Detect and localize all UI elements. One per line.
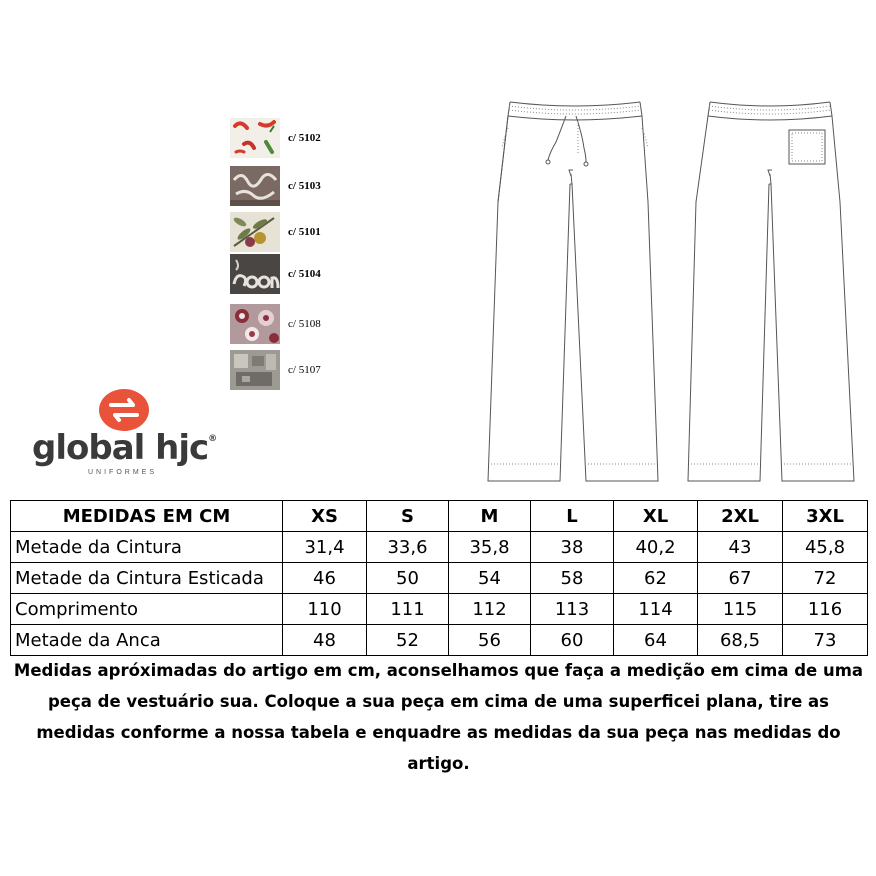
table-cell: 33,6 [367, 532, 449, 563]
swatch-row-5107 [230, 350, 321, 390]
table-cell: 60 [531, 625, 614, 656]
swatch-code: c/ 5104 [288, 268, 321, 280]
table-cell: 72 [783, 563, 868, 594]
table-row [11, 594, 868, 625]
table-cell: 111 [367, 594, 449, 625]
swatch-code: c/ 5102 [288, 132, 321, 144]
swatch-code: c/ 5101 [288, 226, 321, 238]
table-row [11, 625, 868, 656]
table-cell: 114 [614, 594, 698, 625]
table-cell: 68,5 [698, 625, 783, 656]
table-cell: 115 [698, 594, 783, 625]
table-cell: 38 [531, 532, 614, 563]
size-measurements-table [10, 500, 868, 656]
brand-tagline: UNIFORMES [88, 469, 157, 476]
swatch-dark-lettering [230, 254, 280, 294]
table-cell: 62 [614, 563, 698, 594]
table-header-cell: XL [614, 501, 698, 532]
swatch-code: c/ 5108 [288, 318, 321, 330]
registered-mark: ® [208, 434, 217, 444]
table-cell: 35,8 [449, 532, 531, 563]
table-header-row [11, 501, 868, 532]
table-row [11, 563, 868, 594]
table-cell: 67 [698, 563, 783, 594]
pants-back-view [688, 102, 854, 481]
swatch-code: c/ 5103 [288, 180, 321, 192]
swatch-row-5104 [230, 254, 321, 294]
table-header-cell: S [367, 501, 449, 532]
brand-logo [32, 388, 232, 478]
table-cell: 58 [531, 563, 614, 594]
table-header-cell: L [531, 501, 614, 532]
table-cell: 40,2 [614, 532, 698, 563]
swatch-row-5108 [230, 304, 321, 344]
swatch-row-5102 [230, 118, 321, 158]
table-header-cell: MEDIDAS EM CM [11, 501, 283, 532]
table-cell: 45,8 [783, 532, 868, 563]
table-cell: 48 [283, 625, 367, 656]
table-cell: 50 [367, 563, 449, 594]
table-header-cell: 2XL [698, 501, 783, 532]
swatch-row-5103 [230, 166, 321, 206]
swatch-chili-peppers [230, 118, 280, 158]
swatch-brown-script [230, 166, 280, 206]
table-cell: 64 [614, 625, 698, 656]
table-cell: 112 [449, 594, 531, 625]
table-cell: 43 [698, 532, 783, 563]
swatch-grey-photo [230, 350, 280, 390]
row-label: Metade da Cintura Esticada [11, 563, 283, 594]
swatch-pink-floral [230, 304, 280, 344]
table-cell: 56 [449, 625, 531, 656]
table-cell: 46 [283, 563, 367, 594]
table-header-cell: M [449, 501, 531, 532]
pants-front-view [488, 102, 658, 481]
table-cell: 116 [783, 594, 868, 625]
table-cell: 113 [531, 594, 614, 625]
table-cell: 54 [449, 563, 531, 594]
measurement-note: Medidas apróximadas do artigo em cm, aconselhamos que faça a medição em cima de uma peça de vestuário sua. Coloque a sua peça em cima de uma superficei plana, tire as medidas conforme a nossa tabela e enquadre as medidas da sua peça nas medidas do artigo. [13, 661, 864, 773]
table-header-cell: 3XL [783, 501, 868, 532]
table-cell: 110 [283, 594, 367, 625]
swatch-row-5101 [230, 212, 321, 252]
pants-technical-drawing [480, 94, 870, 499]
table-cell: 31,4 [283, 532, 367, 563]
row-label: Comprimento [11, 594, 283, 625]
table-header-cell: XS [283, 501, 367, 532]
row-label: Metade da Cintura [11, 532, 283, 563]
swatch-olive-branch [230, 212, 280, 252]
table-row [11, 532, 868, 563]
table-cell: 52 [367, 625, 449, 656]
row-label: Metade da Anca [11, 625, 283, 656]
table-cell: 73 [783, 625, 868, 656]
brand-name: global hjc® [32, 428, 217, 468]
swatch-code: c/ 5107 [288, 364, 321, 376]
